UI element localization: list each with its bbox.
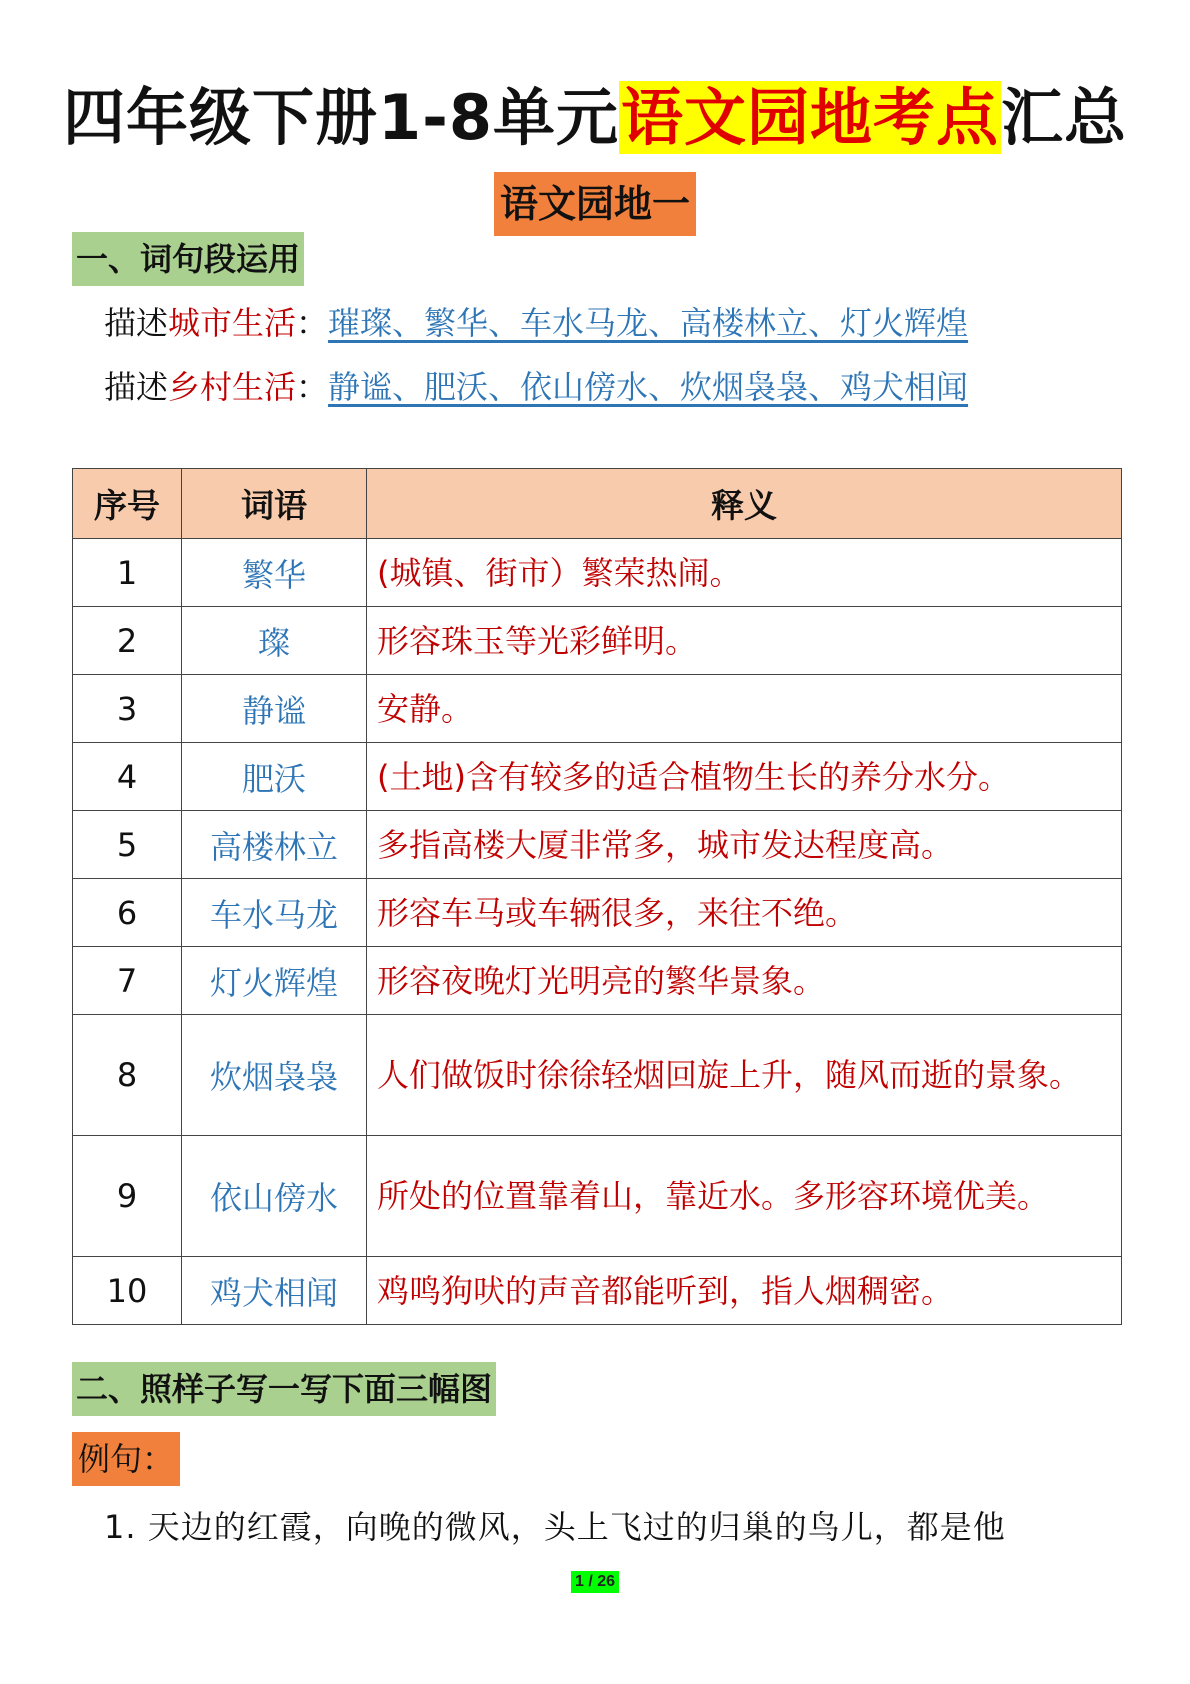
table-row [73, 947, 1122, 1015]
row-num: 7 [73, 947, 182, 1015]
row-word: 炊烟袅袅 [182, 1015, 367, 1136]
vocabulary-table [72, 468, 1122, 1325]
page-number-wrap [0, 1571, 1190, 1593]
unit-title-wrap [0, 172, 1190, 236]
table-row [73, 811, 1122, 879]
title-highlight: 语文园地考点 [620, 81, 999, 154]
title-suffix: 汇总 [1001, 81, 1128, 154]
row-word: 肥沃 [182, 743, 367, 811]
table-row [73, 743, 1122, 811]
section1-heading: 一、词句段运用 [72, 232, 304, 286]
row-word: 繁华 [182, 539, 367, 607]
row-num: 1 [73, 539, 182, 607]
row-def: (城镇、街市）繁荣热闹。 [367, 539, 1122, 607]
example-sentence: 1. 天边的红霞，向晚的微风，头上飞过的归巢的鸟儿，都是他 [104, 1508, 1006, 1546]
table-row [73, 1257, 1122, 1325]
row-word: 依山傍水 [182, 1136, 367, 1257]
row-def: 多指高楼大厦非常多，城市发达程度高。 [367, 811, 1122, 879]
table-row [73, 607, 1122, 675]
table-row [73, 1136, 1122, 1257]
row-def: 形容珠玉等光彩鲜明。 [367, 607, 1122, 675]
row-word: 灯火辉煌 [182, 947, 367, 1015]
row-def: 形容夜晚灯光明亮的繁华景象。 [367, 947, 1122, 1015]
row-word: 车水马龙 [182, 879, 367, 947]
row-num: 5 [73, 811, 182, 879]
row-num: 2 [73, 607, 182, 675]
row-def: 安静。 [367, 675, 1122, 743]
page-number: 1 / 26 [571, 1571, 619, 1593]
row-word: 璨 [182, 607, 367, 675]
city-colon: ： [296, 304, 329, 342]
header-word: 词语 [182, 469, 367, 539]
row-num: 4 [73, 743, 182, 811]
row-def: 鸡鸣狗吠的声音都能听到，指人烟稠密。 [367, 1257, 1122, 1325]
city-life-line [104, 298, 968, 348]
page-title [0, 70, 1190, 166]
title-prefix: 四年级下册1-8单元 [62, 81, 619, 154]
village-colon: ： [296, 368, 329, 406]
row-def: 形容车马或车辆很多，来往不绝。 [367, 879, 1122, 947]
village-life-line [104, 362, 968, 412]
table-row [73, 879, 1122, 947]
row-def: 所处的位置靠着山，靠近水。多形容环境优美。 [367, 1136, 1122, 1257]
table-header-row [73, 469, 1122, 539]
row-num: 9 [73, 1136, 182, 1257]
row-def: (土地)含有较多的适合植物生长的养分水分。 [367, 743, 1122, 811]
row-def: 人们做饭时徐徐轻烟回旋上升，随风而逝的景象。 [367, 1015, 1122, 1136]
row-word: 高楼林立 [182, 811, 367, 879]
village-topic: 乡村生活 [168, 368, 297, 406]
row-num: 8 [73, 1015, 182, 1136]
city-topic: 城市生活 [168, 304, 297, 342]
table-row [73, 1015, 1122, 1136]
section2-heading: 二、照样子写一写下面三幅图 [72, 1362, 496, 1416]
row-word: 鸡犬相闻 [182, 1257, 367, 1325]
table-row [73, 675, 1122, 743]
example-label: 例句： [72, 1432, 180, 1486]
header-def: 释义 [367, 469, 1122, 539]
table-row [73, 539, 1122, 607]
row-num: 6 [73, 879, 182, 947]
city-words: 璀璨、繁华、车水马龙、高楼林立、灯火辉煌 [328, 304, 969, 342]
row-word: 静谧 [182, 675, 367, 743]
row-num: 3 [73, 675, 182, 743]
village-prefix: 描述 [104, 368, 169, 406]
row-num: 10 [73, 1257, 182, 1325]
header-num: 序号 [73, 469, 182, 539]
village-words: 静谧、肥沃、依山傍水、炊烟袅袅、鸡犬相闻 [328, 368, 969, 406]
unit-title: 语文园地一 [494, 172, 696, 236]
city-prefix: 描述 [104, 304, 169, 342]
